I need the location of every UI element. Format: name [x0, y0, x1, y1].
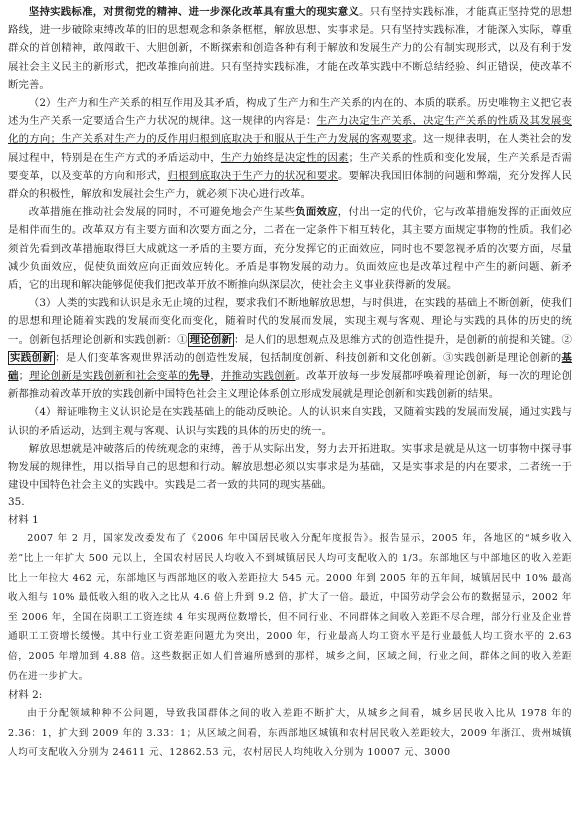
- question-number: 35.: [8, 496, 25, 509]
- paragraph-practice-standard: [8, 3, 572, 94]
- material-1-text: 2007 年 2 月，国家发改委发布了《2006 年中国居民收入分配年度报告》。报告显示，2005 年，各地区的“城乡收入差”比上一年扩大 500 元以上，全国农村居民人均收入不到城镇居民人均可支配收入的 1/3。东部地区与中部地区的收入差距比上一年拉大 462 元，东部地区与西部地区的收入差距拉大 545 元。2000 年到 2005 年的五年间，城镇居民中 10% 最高收入组与 10% 最低收入组的收入之比从 4.6 倍上升到 9.2 倍，扩大了一倍。最近，中国劳动学会公布的数据显示，2002 年至 2006 年，全国在岗职工工资连续 4 年实现两位数增长，但不同行业、不同群体之间收入差距不尽合理，部分行业及企业普通职工工资增长缓慢。其中行业工资差距问题尤为突出，2000 年，行业最高人均工资水平是行业最低人均工资水平的 2.63 倍，2005 年增加到 4.88 倍。这些数据正如人们普遍所感到的那样，城乡之间，区域之间，行业之间，群体之间的收入差距仍在进一步扩大。: [8, 533, 572, 682]
- text: ，付出一定的代价，它与改革措施发挥的正面效应是相伴而生的。改革双方有主要方面和次要方面之分，二者在一定条件下相互转化，其主要方面规定事物的性质。我们必须首先看到改革措施取得巨大成就这一矛盾的主要方面，充分发挥它的正面效应，同时也不要忽视矛盾的次要方面，尽量减少负面效应，促使负面效应向正面效应转化。矛盾是事物发展的动力。负面效应也是改革过程中产生的新问题、新矛盾，它的出现和解决能够促使我们把改革开放不断推向纵深层次，使社会主义事业获得新的发展。: [8, 206, 572, 292]
- underlined-text: 归根到底取决于生产力的状况和要求: [167, 169, 338, 182]
- text: ：是人们的思想观点及思维方式的创造性提升，是创新的前提和关键。②: [233, 333, 572, 346]
- text: 。要解决我国旧体制的问题和弊端，充分发挥人民群众的积极性，解放和发展社会生产力，就必须下决心进行改革。: [8, 169, 572, 201]
- underlined-text: 生产力始终是决定性的因素: [220, 151, 349, 164]
- text: ；生产关系的性质和变化发展，生产关系是否需要变革，以及变革的方向和形式，: [8, 151, 573, 182]
- text: 。改革开放每一步发展都呼唤着理论创新，每一次的理论创新都推动着改革开放的实践创新中国特色社会主义理论体系创立形成发展就是理论创新和实践创新的结果。: [8, 370, 573, 401]
- text: （2）生产力和生产关系的相互作用及其矛盾，构成了生产力和生产关系的内在的、本质的联系。历史唯物主义把它表述为生产关系一定要适合生产力状况的规律。这一规律的内容是：: [8, 97, 572, 128]
- bold-term: 负面效应: [295, 206, 338, 219]
- bold-term: 基础: [8, 351, 572, 383]
- material-1-title: 材料 1: [8, 514, 39, 527]
- text: ；: [18, 370, 30, 383]
- underlined-text: 并推动实践创新: [220, 370, 296, 383]
- text: （3）人类的实践和认识是永无止境的过程，要求我们不断地解放思想，与时俱进，在实践的基础上不断创新，使我们的思想和理论随着实践的发展而变化而变化，随着时代的发展而发展，实现主观与客观、理论与实践的具体的历史的统一。创新包括理论创新和实践创新：①: [8, 297, 572, 346]
- text: 。只有坚持实践标准，才能真正坚持党的思想路线，进一步破除束缚改革的旧的思想观念和条条框框，解放思想、实事求是。只有坚持实践标准，才能深入实际，尊重群众的首创精神，敢闯敢干、大胆创新，不断探索和创造各种有利于解放和发展生产力的公有制实现形式，以及有利于发展社会主义民主的新形式，把改革推向前进。只有坚持实践标准，才能在改革实践中不断总结经验、纠正错误，使改革不断完善。: [8, 6, 573, 91]
- bold-term: 先导: [188, 370, 211, 383]
- paragraph-emancipate-mind: 解放思想就是冲破落后的传统观念的束缚，善于从实际出发，努力去开拓进取。实事求是就是从这一切事物中探寻事物发展的规律性，用以指导自己的思想和行动。解放思想必须以实事求是为基础，又是实事求是的内在要求，二者统一于建设中国特色社会主义的实践中。实践是二者一致的共同的现实基础。: [8, 442, 572, 492]
- underlined-text: 理论创新是实践创新和社会变革的: [29, 370, 189, 383]
- paragraph-negative-effects: [8, 203, 572, 294]
- boxed-term: 理论创新: [189, 333, 232, 346]
- boxed-term: 实践创新: [10, 351, 54, 364]
- text: 。这一规律表明，在人类社会的发展过程中，特别是在生产方式的矛盾运动中，: [8, 133, 572, 164]
- paragraph-innovation: [8, 294, 572, 403]
- text: 改革措施在推动社会发展的同时，不可避免地会产生某些: [28, 206, 296, 219]
- bold-lead: 坚持实践标准，对贯彻党的精神、进一步深化改革具有重大的现实意义: [28, 6, 360, 18]
- material-2-text: 由于分配领域种种不公问题，导致我国群体之间的收入差距不断扩大，从城乡之间看，城乡居民收入比从 1978 年的 2.36：1，扩大到 2009 年的 3.33：1；从区域之间看，东西部地区城镇和农村居民收入差距较大，2009 年浙江、贵州城镇人均可支配收入分别为 24611 元、12862.53 元，农村居民人均纯收入分别为 10007 元、3000: [8, 708, 572, 759]
- paragraph-productive-forces: [8, 94, 572, 203]
- underlined-text: 生产力决定生产关系，决定生产关系的性质及其发展变化的方向；生产关系对生产力的反作用归根到底取决于和服从于生产力发展的客观要求: [8, 115, 572, 146]
- text: ：是人们变革客观世界活动的创造性发展，包括制度创新、科技创新和文化创新。③实践创新是理论创新的: [55, 351, 562, 364]
- text: ，: [210, 370, 221, 383]
- paragraph-epistemology: （4）辩证唯物主义认识论是在实践基础上的能动反映论。人的认识来自实践，又随着实践的发展而发展，通过实践与认识的矛盾运动，达到主观与客观、认识与实践的具体的历史的统一。: [8, 406, 572, 437]
- material-2-title: 材料 2:: [8, 689, 43, 702]
